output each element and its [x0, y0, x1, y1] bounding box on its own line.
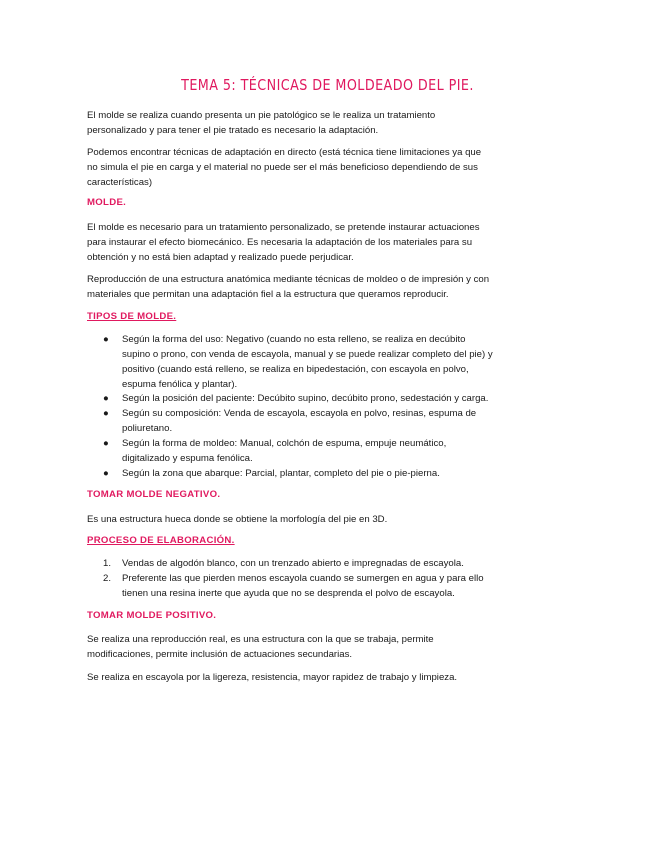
paragraph-negativo: Es una estructura hueca donde se obtiene la morfología del pie en 3D. — [87, 514, 388, 525]
bullet-item: ● Según la forma del uso: Negativo (cuando no esta relleno, se realiza en decúbito supino o prono, con venda de escayola, manual y se puede realizar completo del pie) y positivo (cuando está relleno, se realiza en bipedestación, con escayola en polvo, espuma fenólica y plantar). — [103, 334, 493, 390]
page-title: TEMA 5: TÉCNICAS DE MOLDEADO DEL PIE. — [181, 76, 474, 94]
text-line: características) — [87, 177, 153, 188]
text-line: modificaciones, permite inclusión de actuaciones secundarias. — [87, 649, 353, 660]
text-line: Reproducción de una estructura anatómica mediante técnicas de moldeo o de impresión y con — [87, 274, 490, 285]
text-line: Se realiza una reproducción real, es una estructura con la que se trabaja, permite — [87, 634, 434, 645]
bullet-icon: ● — [103, 408, 109, 419]
bullet-icon: ● — [103, 334, 109, 345]
heading-tipos-de-molde: TIPOS DE MOLDE. — [87, 311, 177, 322]
paragraph-reproduccion — [87, 272, 489, 302]
text-line: no simula el pie en carga y el material no puede ser el más beneficioso dependiendo de sus — [87, 162, 478, 173]
text-line: obtención y no está bien adaptad y realizado puede perjudicar. — [87, 252, 354, 263]
numbered-item: 2. Preferente las que pierden menos escayola cuando se sumergen en agua y para ello tienen una resina inerte que ayuda que no se desprenda el polvo de escayola. — [103, 573, 484, 599]
text-line: personalizado y para tener el pie tratado es necesario la adaptación. — [87, 125, 379, 136]
heading-molde-negativo: TOMAR MOLDE NEGATIVO. — [87, 489, 221, 500]
numbered-item: 1. Vendas de algodón blanco, con un trenzado abierto e impregnadas de escayola. — [103, 558, 464, 569]
text-line: Podemos encontrar técnicas de adaptación en directo (está técnica tiene limitaciones ya que — [87, 147, 482, 158]
text-line: El molde es necesario para un tratamiento personalizado, se pretende instaurar actuaciones — [87, 222, 480, 233]
paragraph-techniques — [87, 145, 481, 190]
text-line: El molde se realiza cuando presenta un pie patológico se le realiza un tratamiento — [87, 110, 436, 121]
bullet-item: ● Según la posición del paciente: Decúbito supino, decúbito prono, sedestación y carga. — [103, 393, 489, 404]
paragraph-intro — [87, 108, 435, 138]
bullet-icon: ● — [103, 468, 109, 479]
item-number: 2. — [103, 573, 112, 584]
bullet-item: ● Según su composición: Venda de escayola, escayola en polvo, resinas, espuma de poliuretano. — [103, 408, 477, 434]
paragraph-molde — [87, 220, 480, 265]
paragraph-escayola: Se realiza en escayola por la ligereza, resistencia, mayor rapidez de trabajo y limpieza. — [87, 672, 458, 683]
bullet-item: ● Según la forma de moldeo: Manual, colchón de espuma, empuje neumático, digitalizado y espuma fenólica. — [103, 438, 447, 464]
bullet-icon: ● — [103, 438, 109, 449]
paragraph-positivo — [87, 632, 434, 662]
text-line: materiales que permitan una adaptación fiel a la estructura que queramos reproducir. — [87, 289, 449, 300]
heading-molde-positivo: TOMAR MOLDE POSITIVO. — [87, 610, 217, 621]
bullet-item: ● Según la zona que abarque: Parcial, plantar, completo del pie o pie-pierna. — [103, 468, 440, 479]
heading-molde: MOLDE. — [87, 197, 127, 208]
item-number: 1. — [103, 558, 112, 569]
bullet-icon: ● — [103, 393, 109, 404]
heading-proceso: PROCESO DE ELABORACIÓN. — [87, 535, 235, 546]
text-line: para instaurar el efecto biomecánico. Es necesaria la adaptación de los materiales para su — [87, 237, 473, 248]
